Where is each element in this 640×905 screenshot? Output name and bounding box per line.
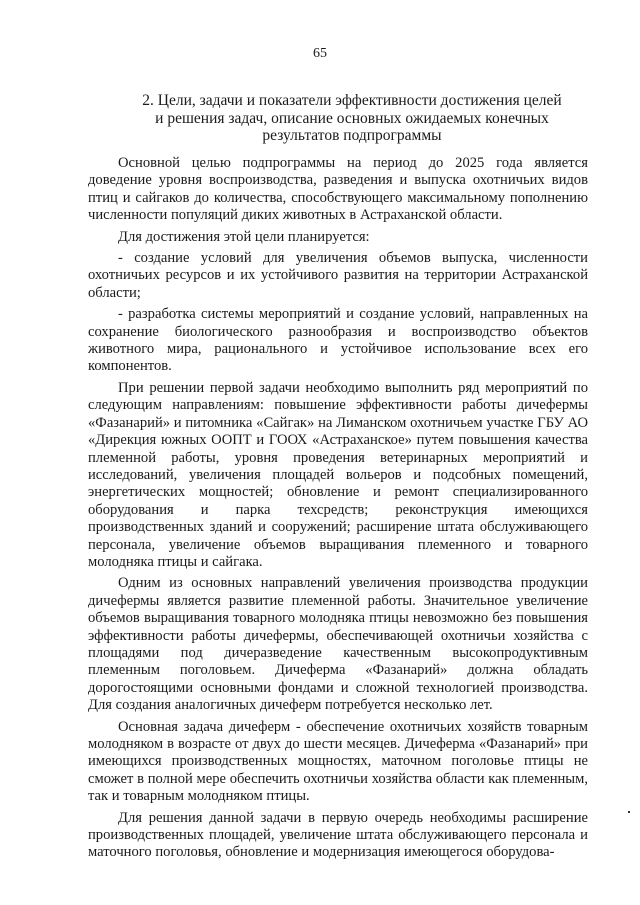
paragraph-main-task: Основная задача дичеферм - обеспечение охотничьих хозяйств товарным молодняком в возрасте от двух до шести месяцев. Дичеферма «Фазанарий» при имеющихся производственных мощностях, маточном поголовье птицы не сможет в полной мере обеспечить охотничьи хозяйства области как племенным, так и товарным молодняком птицы. bbox=[88, 718, 588, 805]
paragraph-list-item: - создание условий для увеличения объемов выпуска, численности охотничьих ресурсов и их устойчивого развития на территории Астраханской области; bbox=[88, 250, 588, 301]
section-heading-line: и решения задач, описание основных ожидаемых конечных bbox=[155, 109, 549, 127]
paragraph-first-task: При решении первой задачи необходимо выполнить ряд мероприятий по следующим направлениям: повышение эффективности работы дичефермы «Фазанарий» и питомника «Сайгак» на Лиманском охотничьем участке ГБУ АО «Дирекция южных ООПТ и ГООХ «Астраханское» путем повышения качества племенной работы, уровня проведения ветеринарных мероприятий и исследований, увеличения площадей вольеров и подсобных помещений, энергетических мощностей; обновление и ремонт специализированного оборудования и парка техсредств; реконструкция имеющихся производственных зданий и сооружений; расширение штата обслуживающего персонала, увеличение объемов выращивания племенного и товарного молодняка птицы и сайгака. bbox=[88, 379, 588, 570]
section-heading-line: 2. Цели, задачи и показатели эффективности достижения целей bbox=[142, 92, 562, 109]
section-heading-line: результатов подпрограммы bbox=[262, 127, 442, 144]
scan-mark bbox=[628, 811, 630, 813]
paragraph-list-item: - разработка системы мероприятий и создание условий, направленных на сохранение биологического разнообразия и воспроизводство объектов животного мира, рационального и устойчивое использование всех его компонентов. bbox=[88, 306, 588, 375]
paragraph-planned-intro: Для достижения этой цели планируется: bbox=[118, 228, 370, 245]
page-number: 65 bbox=[313, 46, 327, 61]
paragraph-breeding-work: Одним из основных направлений увеличения производства продукции дичефермы является развитие племенной работы. Значительное увеличение объемов выращивания товарного молодняка птицы невозможно без повышения эффективности работы дичефермы, обеспечивающей охотничьи хозяйства с площадями под дичеразведение качественным высокопродуктивным племенным поголовьем. Дичеферма «Фазанарий» должна обладать дорогостоящими основными фондами и сложной технологией производства. Для создания аналогичных дичеферм потребуется несколько лет. bbox=[88, 575, 588, 714]
section-heading bbox=[118, 92, 586, 145]
paragraph-main-goal: Основной целью подпрограммы на период до 2025 года является доведение уровня воспроизводства, разведения и выпуска охотничьих видов птиц и сайгаков до количества, способствующего максимальному пополнению численности популяций диких животных в Астраханской области. bbox=[88, 155, 588, 224]
paragraph-solution: Для решения данной задачи в первую очередь необходимы расширение производственных площадей, увеличение штата обслуживающего персонала и маточного поголовья, обновление и модернизация имеющегося оборудова- bbox=[88, 809, 588, 861]
body-text bbox=[88, 155, 588, 866]
